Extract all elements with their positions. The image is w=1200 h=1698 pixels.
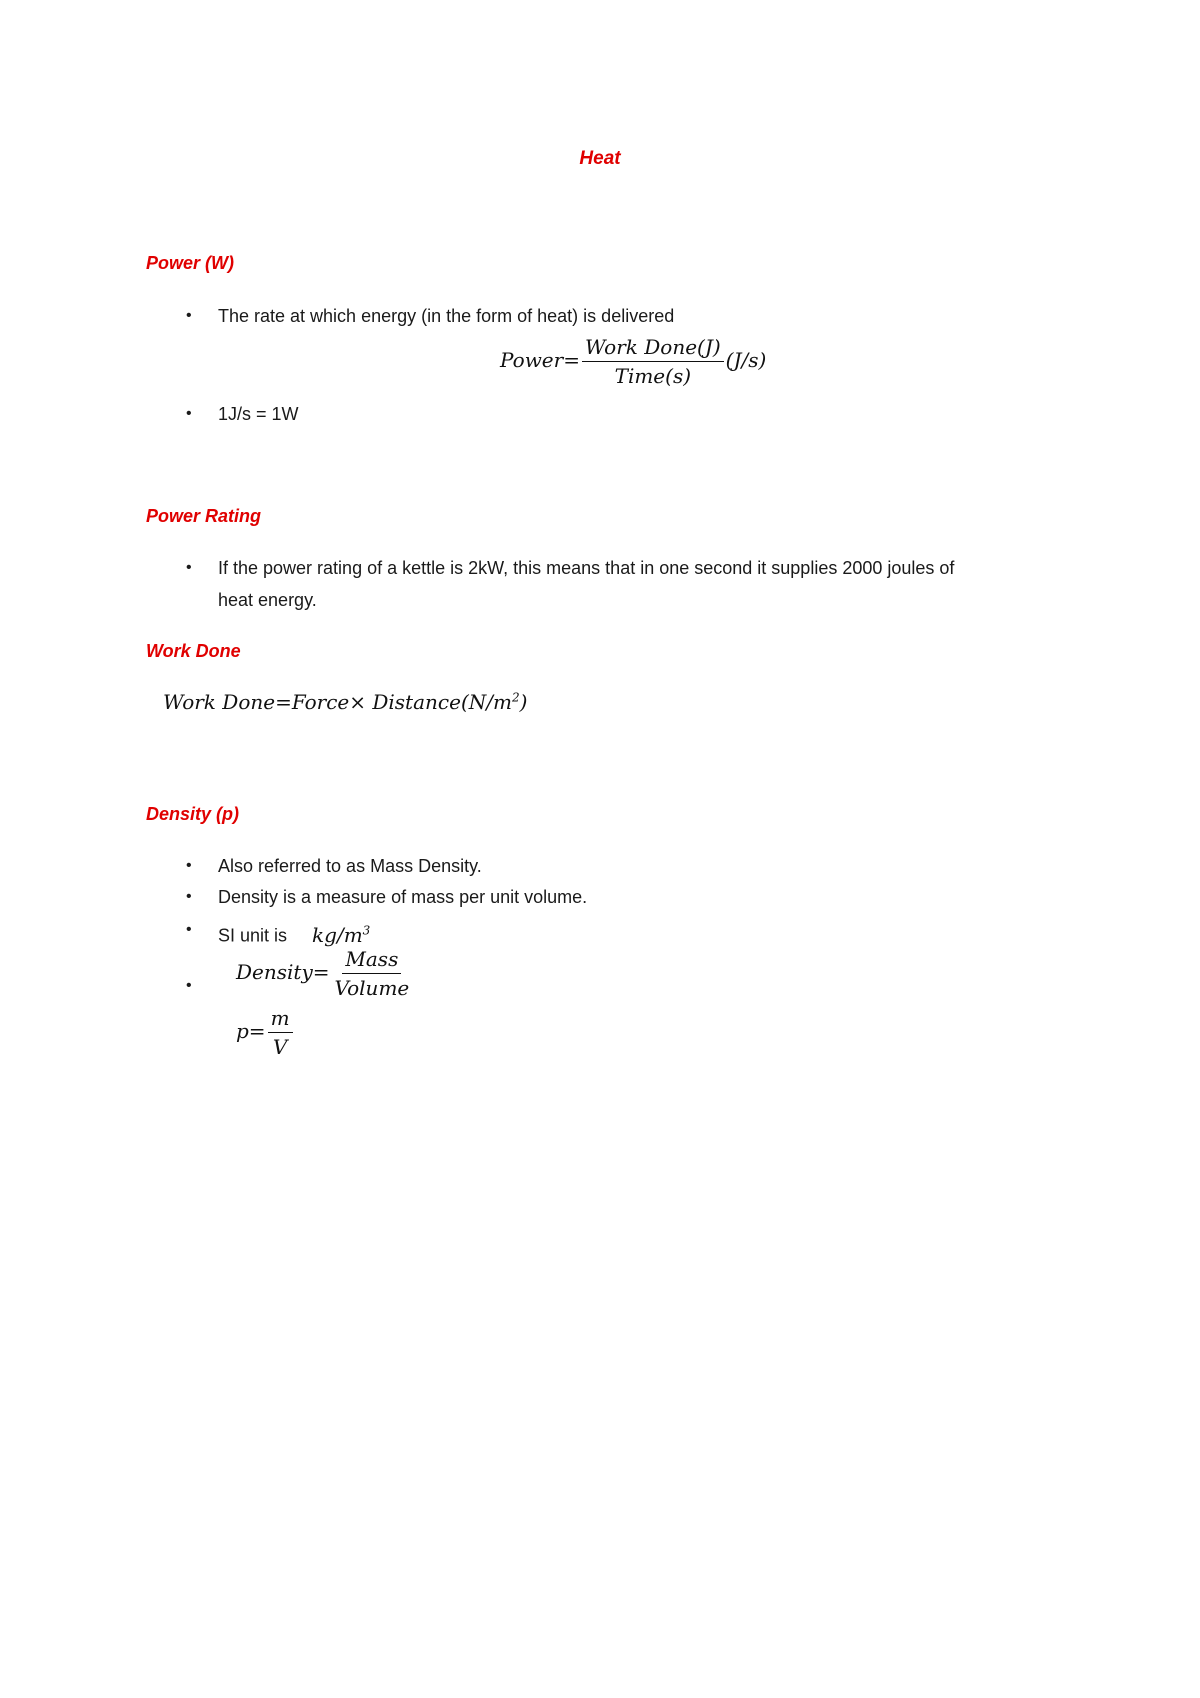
list-item [186, 850, 1098, 882]
heading-density: Density (p) [146, 804, 240, 824]
work-done-formula [163, 690, 527, 714]
formula-fraction [582, 334, 724, 389]
formula-numerator: m [268, 1005, 293, 1033]
heading-work-done: Work Done [146, 641, 241, 661]
formula-denominator: Volume [334, 976, 410, 1000]
power-formula [500, 334, 766, 389]
bullet-icon: • [186, 888, 192, 905]
formula-numerator: Work Done(J) [582, 334, 724, 362]
bullet-icon: • [186, 977, 192, 994]
formula-superscript: 2 [511, 690, 520, 705]
list-item [186, 300, 1098, 332]
bullet-text: 1J/s = 1W [218, 404, 299, 424]
formula-lhs: p= [236, 1019, 266, 1043]
bullet-text-line: heat energy. [218, 590, 317, 610]
unit-text: kg/m [312, 922, 363, 947]
bullet-text-line: If the power rating of a kettle is 2kW, this means that in one second it supplies 2000 joules of [218, 558, 955, 578]
bullet-text: Also referred to as Mass Density. [218, 856, 482, 876]
heading-power: Power (W) [146, 253, 234, 273]
unit-superscript: 3 [362, 923, 371, 937]
list-item [186, 881, 1098, 913]
formula-denominator: Time(s) [614, 364, 692, 388]
formula-unit: (J/s) [725, 348, 767, 372]
bullet-text: The rate at which energy (in the form of heat) is delivered [218, 306, 675, 326]
bullet-text: Density is a measure of mass per unit volume. [218, 887, 588, 907]
formula-numerator: Mass [342, 946, 401, 974]
heading-power-rating: Power Rating [146, 506, 262, 526]
list-item [186, 552, 1098, 616]
density-symbol-formula [236, 1005, 295, 1060]
bullet-text [218, 552, 1098, 616]
formula-fraction [332, 946, 413, 1001]
formula-main: Work Done=Force× Distance(N/m [163, 690, 512, 714]
si-unit-value [312, 923, 370, 947]
formula-denominator: V [272, 1035, 288, 1059]
density-formula [236, 946, 414, 1001]
formula-fraction [268, 1005, 293, 1060]
bullet-icon: • [186, 405, 192, 422]
bullet-icon: • [186, 921, 192, 938]
bullet-icon: • [186, 307, 192, 324]
bullet-icon: • [186, 857, 192, 874]
list-item [186, 398, 1098, 430]
formula-lhs: Density= [236, 960, 330, 984]
bullet-icon: • [186, 559, 192, 576]
list-item [186, 956, 218, 1016]
formula-lhs: Power= [500, 348, 580, 372]
si-unit-label: SI unit is [218, 925, 288, 946]
formula-close: ) [519, 690, 528, 714]
page-title: Heat [579, 148, 621, 169]
